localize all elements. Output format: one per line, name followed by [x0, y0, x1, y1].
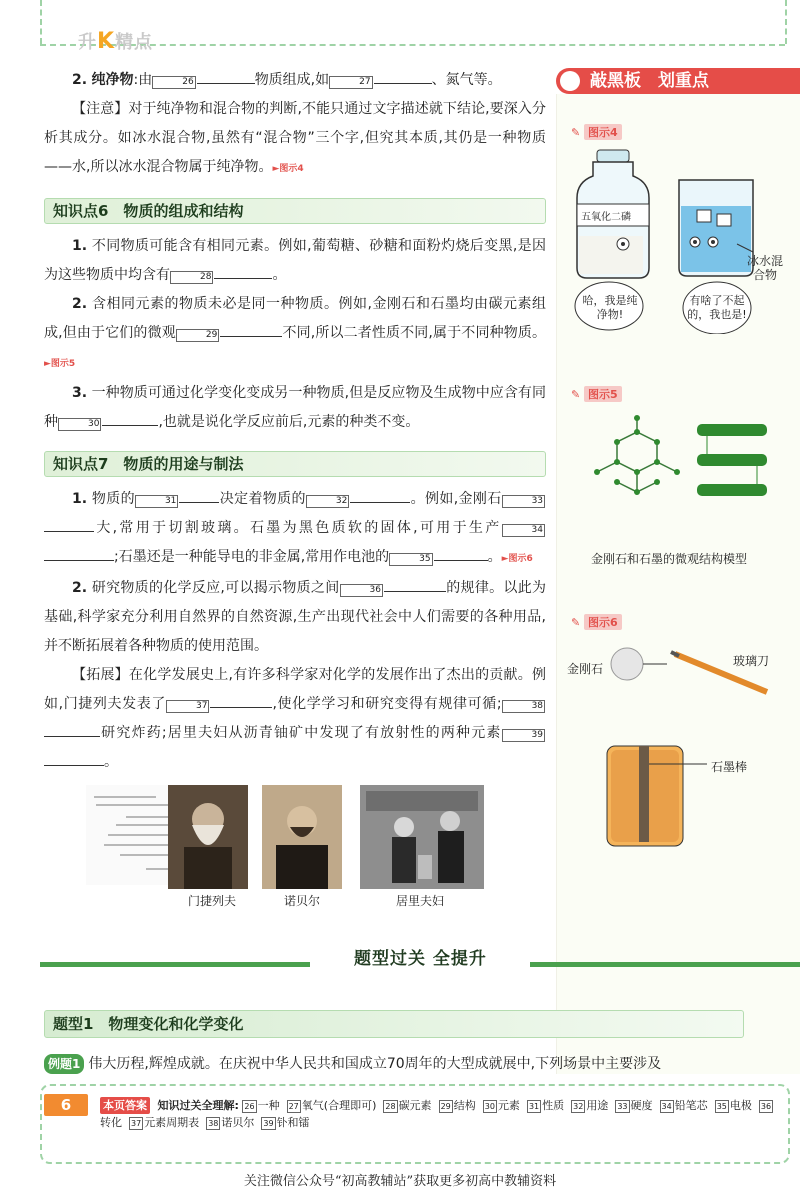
- text: 不同物质可能含有相同元素。例如,葡萄糖、砂糖和面粉灼烧后变黑,是因为这些物质中均含有: [44, 238, 547, 283]
- note-text: 【注意】对于纯净物和混合物的判断,不能只通过文字描述就下结论,要深入分析其成分。如冰水混合物,虽然有“混合物”三个字,但究其本质,其仍是一种物质——水,所以冰水混合物属于纯净物。: [44, 101, 546, 175]
- blank-number: 33: [502, 495, 545, 508]
- answer-text: 电极: [729, 1099, 752, 1112]
- extension-paragraph: [44, 661, 546, 777]
- example-number: 1: [72, 1057, 81, 1071]
- text: 含相同元素的物质未必是同一种物质。例如,金刚石和石墨均由碳元素组成,但由于它们的微观: [44, 296, 546, 341]
- answer-number: 31: [528, 1102, 540, 1111]
- fill-blank[interactable]: [350, 485, 410, 503]
- text: 不同,所以二者性质不同,属于不同种物质。: [282, 325, 547, 341]
- answer-number: 34: [661, 1102, 672, 1111]
- text: 物质组成,如: [254, 72, 330, 88]
- graphite-rod-label: 石墨棒: [711, 760, 748, 774]
- fill-blank[interactable]: [210, 690, 272, 708]
- curie-couple-photo: [360, 785, 484, 889]
- top-right-dash: [785, 0, 787, 44]
- answer-list: [100, 1097, 780, 1131]
- kp7-paragraph-2: [44, 574, 546, 661]
- answer-text: 结构: [453, 1099, 476, 1112]
- answer-number: 38: [208, 1119, 219, 1128]
- text: 一种物质可通过化学变化变成另一种物质,但是反应物及生成物中应含有同种: [44, 385, 546, 430]
- speech-bubble-1: 哈，我是纯净物!: [582, 294, 638, 321]
- answer-intro: 知识过关全理解:: [157, 1099, 239, 1112]
- answer-text: 转化: [100, 1116, 122, 1129]
- item-number: 1.: [72, 238, 88, 254]
- answer-text: 元素: [497, 1099, 520, 1112]
- ice-water-label: 冰水混合物: [746, 254, 783, 282]
- nobel-photo: [262, 785, 342, 889]
- tag-label: 图示6: [584, 614, 622, 630]
- blank-number: 30: [58, 418, 101, 431]
- answer-text: 元素周期表: [144, 1116, 200, 1129]
- figure-5-structures: [587, 412, 787, 512]
- main-column: [44, 66, 547, 908]
- blank-number: 31: [135, 495, 178, 508]
- answer-text: 诺贝尔: [221, 1116, 255, 1129]
- fill-blank[interactable]: [434, 543, 488, 561]
- sidebar-header: [556, 68, 800, 94]
- fill-blank[interactable]: [44, 514, 94, 532]
- fill-blank[interactable]: [44, 748, 104, 766]
- sidebar-key-points: [556, 64, 800, 1074]
- answer-number: 32: [573, 1102, 584, 1111]
- bottle-label: 五氧化二磷: [581, 212, 631, 223]
- text: 决定着物质的: [219, 491, 306, 507]
- blank-number: 39: [502, 729, 545, 742]
- blank-number: 35: [389, 553, 432, 566]
- figure-5-caption: 金刚石和石墨的微观结构模型: [591, 552, 748, 566]
- caption-mendeleev: 门捷列夫: [188, 894, 237, 908]
- answer-text: 性质: [542, 1099, 565, 1112]
- fill-blank[interactable]: [197, 66, 255, 84]
- text: 【拓展】在化学发展史上,有许多科学家对化学的发展作出了杰出的贡献。例如,门捷列夫发表了: [44, 667, 546, 712]
- text: ;石墨还是一种能导电的非金属,常用作电池的: [114, 549, 390, 565]
- caption-curies: 居里夫妇: [396, 894, 445, 908]
- text: 。: [272, 267, 287, 283]
- answer-number: 28: [385, 1102, 396, 1111]
- scientist-photos: [44, 785, 546, 908]
- blank-number: 36: [340, 584, 383, 597]
- answer-text: 碳元素: [398, 1099, 432, 1112]
- tag-label: 图示5: [584, 386, 622, 402]
- kp6-paragraph-1: [44, 232, 546, 290]
- item-number: 2.: [72, 72, 88, 88]
- blank-number: 32: [306, 495, 349, 508]
- glass-cutter-label: 玻璃刀: [733, 654, 770, 668]
- knowledge-point-6-heading: 知识点6 物质的组成和结构: [44, 198, 546, 224]
- figure-5-tag: ✎ 图示5: [571, 386, 622, 402]
- answer-text: 硬度: [630, 1099, 653, 1112]
- answer-text: 氧气(合理即可): [301, 1099, 377, 1112]
- fill-blank[interactable]: [44, 719, 100, 737]
- text: 、氮气等。: [431, 72, 502, 88]
- example-label-text: 例题: [48, 1057, 73, 1071]
- example-text: 伟大历程,辉煌成就。在庆祝中华人民共和国成立70周年的大型成就展中,下列场景中主要涉及: [88, 1056, 662, 1072]
- blank-number: 28: [170, 271, 213, 284]
- blank-number: 38: [502, 700, 545, 713]
- item-number: 3.: [72, 385, 88, 401]
- answer-number: 30: [484, 1102, 495, 1111]
- answer-text: 一种: [257, 1099, 280, 1112]
- answer-number: 37: [131, 1119, 142, 1128]
- text: 物质的: [91, 491, 135, 507]
- diamond-label: 金刚石: [567, 662, 604, 676]
- fill-blank[interactable]: [384, 574, 446, 592]
- kp6-paragraph-3: [44, 379, 546, 437]
- blank-number: 27: [329, 76, 372, 89]
- publisher-logo: 升K精点: [78, 29, 154, 54]
- answer-text: 钋和镭: [276, 1116, 310, 1129]
- example-label: [44, 1054, 84, 1074]
- sidebar-title: 敲黑板 划重点: [590, 71, 709, 91]
- fill-blank[interactable]: [179, 485, 219, 503]
- answer-number: 26: [244, 1102, 255, 1111]
- text: 。例如,金刚石: [410, 491, 502, 507]
- banner-line-right: [530, 962, 800, 967]
- figure-6-tag: ✎ 图示6: [571, 614, 622, 630]
- blank-number: 26: [152, 76, 195, 89]
- text: 研究炸药;居里夫妇从沥青铀矿中发现了有放射性的两种元素: [100, 725, 502, 741]
- mendeleev-photo: [168, 785, 248, 889]
- page-number: 6: [44, 1094, 88, 1116]
- kp6-paragraph-2: [44, 290, 546, 379]
- kp7-paragraph-1: [44, 485, 546, 574]
- text: 大,常用于切割玻璃。石墨为黑色质软的固体,可用于生产: [94, 520, 502, 536]
- answer-text: 用途: [586, 1099, 609, 1112]
- item-number: 2.: [72, 296, 88, 312]
- text: 的规律。以此为基础,科学家充分利用自然界的自然资源,生产出现代社会中人们需要的各种用品,并不断拓展着各种物质的使用范围。: [44, 580, 547, 654]
- note-paragraph: [44, 95, 546, 184]
- footer-note: 关注微信公众号“初高教辅站”获取更多初高中教辅资料: [243, 1174, 557, 1189]
- text: ,也就是说化学反应前后,元素的种类不变。: [158, 414, 420, 430]
- item-number: 2.: [72, 580, 88, 596]
- blank-number: 37: [166, 700, 209, 713]
- figure-4-tag: ✎ 图示4: [571, 124, 622, 140]
- term: 纯净物: [91, 72, 134, 88]
- fill-blank[interactable]: [44, 543, 114, 561]
- answer-number: 33: [617, 1102, 628, 1111]
- answer-text: 铅笔芯: [674, 1099, 708, 1112]
- speech-bubble-2: 有啥了不起的，我也是!: [687, 294, 747, 321]
- fill-blank[interactable]: [214, 261, 272, 279]
- text: :由: [133, 72, 153, 88]
- example-question-1: [44, 1054, 789, 1074]
- text: 。: [487, 549, 502, 565]
- section-title: 题型过关 全提升: [354, 949, 487, 969]
- banner-line-left: [40, 962, 310, 967]
- blank-number: 29: [176, 329, 219, 342]
- answer-number: 27: [288, 1102, 299, 1111]
- text: 。: [104, 754, 118, 770]
- answer-label: 本页答案: [100, 1097, 150, 1114]
- caption-nobel: 诺贝尔: [284, 894, 321, 908]
- figure-ref: ►图示4: [272, 164, 304, 174]
- section-banner: [40, 944, 800, 972]
- tag-label: 图示4: [584, 124, 622, 140]
- answer-number: 29: [440, 1102, 451, 1111]
- pure-substance-paragraph: [44, 66, 546, 95]
- face-icon: [560, 71, 580, 91]
- top-left-dash: [40, 0, 42, 44]
- answer-number: 39: [263, 1119, 274, 1128]
- fill-blank[interactable]: [102, 408, 158, 426]
- sidebar-body: [556, 94, 800, 1074]
- knowledge-point-7-heading: 知识点7 物质的用途与制法: [44, 451, 546, 477]
- question-type-1-heading: 题型1 物理变化和化学变化: [44, 1010, 744, 1038]
- fill-blank[interactable]: [220, 319, 282, 337]
- figure-ref: ►图示5: [44, 359, 76, 369]
- item-number: 1.: [72, 491, 88, 507]
- text: ,使化学学习和研究变得有规律可循;: [272, 696, 502, 712]
- blank-number: 34: [502, 524, 545, 537]
- fill-blank[interactable]: [374, 66, 432, 84]
- answer-number: 35: [716, 1102, 727, 1111]
- figure-ref: ►图示6: [501, 554, 533, 564]
- answer-number: 36: [760, 1102, 772, 1111]
- text: 研究物质的化学反应,可以揭示物质之间: [91, 580, 340, 596]
